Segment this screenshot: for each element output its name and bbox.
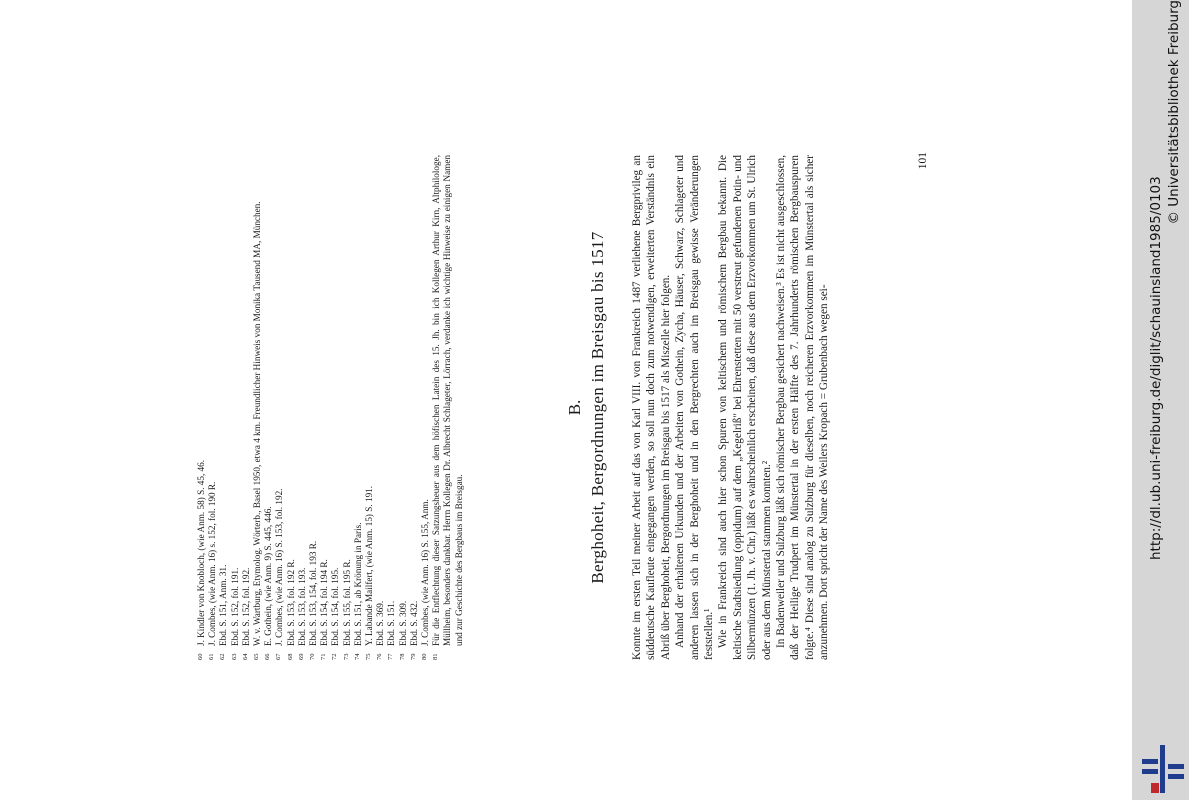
footnote-item bbox=[252, 155, 263, 660]
footnote-text: W. v. Wartburg, Etymolog. Wörterb., Basel 1950, etwa 4 km. Freundlicher Hinweis von Monika Tausend MA, München. bbox=[252, 201, 263, 646]
footnote-number: 77 bbox=[387, 653, 395, 660]
footnote-item bbox=[409, 155, 420, 660]
footnote-number: 76 bbox=[376, 653, 384, 660]
logo-bar-right-bottom bbox=[1168, 774, 1184, 779]
footnote-number: 75 bbox=[365, 653, 373, 660]
footnote-number: 71 bbox=[320, 653, 328, 660]
footnote-item bbox=[398, 155, 409, 660]
footnote-item bbox=[230, 155, 241, 660]
footnote-text: Ebd. S. 153, 154, fol. 193 R. bbox=[308, 540, 319, 646]
footnote-number: 65 bbox=[253, 653, 261, 660]
footnote-item bbox=[375, 155, 386, 660]
footnote-number: 66 bbox=[264, 653, 272, 660]
footnote-item bbox=[364, 155, 375, 660]
footnote-list bbox=[196, 155, 465, 660]
footnote-text: J. Kindler von Knobloch, (wie Anm. 58) S. 45, 46. bbox=[196, 459, 206, 646]
footnote-text: Ebd. S. 309. bbox=[397, 600, 408, 646]
footnote-item bbox=[218, 155, 229, 660]
paragraph-3: Wie in Frankreich sind auch hier schon Spuren von keltischem und römischem Bergbau bekannt. Die keltische Stadtsiedlung (oppidum) auf dem „Kegelriß" bei Ehrenstetten mit 50 verstreut gefundenen Potin- und Silbermünzen (1. Jh. v. Chr.) läßt es wahrscheinlich erscheinen, daß diese aus dem Erzvorkommen um St. Ulrich oder aus dem Münstertal stammen konnten.² bbox=[717, 155, 773, 660]
footnote-number: 74 bbox=[353, 653, 361, 660]
footnote-text: Ebd. S. 151, Anm. 31. bbox=[218, 564, 229, 646]
footnote-number: 80 bbox=[421, 653, 429, 660]
footnote-number: 68 bbox=[286, 653, 294, 660]
logo-bar-left-bottom bbox=[1142, 769, 1158, 774]
paragraph-4: In Badenweiler und Sulzburg läßt sich römischer Bergbau gesichert nachweisen.³ Es ist nicht ausgeschlossen, daß der Heilige Trudpert im Münstertal in der ersten Hälfte des 7. Jahrhunderts römischen Bergbauspuren folgte.⁴ Diese sind analog zu Sulzburg für dieselben, noch reicheren Erzvorkommen im Münstertal als sicher anzunehmen. Dort spricht der Name des Weilers Kropach = Grubenbach wegen sei- bbox=[775, 155, 831, 660]
logo-bar-left-top bbox=[1142, 759, 1158, 764]
footnote-text: Für die Entflechtung dieser Satzungsheuer aus dem höfischen Latein des 15. Jh. bin ich Kollegen Arthur Kirn, Altphilologe, Müllheim, besonders dankbar. Herrn Kollegen Dr. Albrecht Schlageter, Lörrach, verdanke ich wichtige Hinweise zu einigen Namen und zur Geschichte des Bergbaus im Breisgau. bbox=[431, 155, 464, 646]
footnote-number: 64 bbox=[241, 653, 249, 660]
footnote-item bbox=[286, 155, 297, 660]
footnote-item bbox=[196, 155, 207, 660]
footnote-item bbox=[342, 155, 353, 660]
footnote-item bbox=[207, 155, 218, 660]
footnote-item bbox=[431, 155, 465, 660]
footnote-text: J. Combes, (wie Anm. 16) s. 152, fol. 190 R. bbox=[207, 481, 218, 646]
paragraph-2: Anhand der erhaltenen Urkunden und der Arbeiten von Gothein, Zycha, Häuser, Schwarz, Schlageter und anderen lassen sich in der Berghoheit und in den Bergrechten auch im Breisgau gewisse Veränderungen feststellen.¹ bbox=[674, 155, 716, 660]
footnote-text: J. Combes, (wie Anm. 16) S. 153, fol. 192. bbox=[274, 488, 285, 646]
footnote-number: 62 bbox=[219, 653, 227, 660]
footnote-text: Ebd. S. 154, fol. 194 R. bbox=[319, 559, 330, 646]
footnote-number: 72 bbox=[331, 653, 339, 660]
footnote-number: 78 bbox=[398, 653, 406, 660]
footnote-text: Ebd. S. 151, ab Krönung in Paris. bbox=[352, 522, 363, 646]
footnote-text: Ebd. S. 151. bbox=[386, 600, 397, 646]
footnote-number: 60 bbox=[197, 653, 204, 660]
section-letter: B. bbox=[565, 399, 584, 416]
footnote-number: 67 bbox=[275, 653, 283, 660]
footnote-number: 69 bbox=[297, 653, 305, 660]
page-number: 101 bbox=[917, 152, 929, 170]
footnote-text: Ebd. S. 152, fol. 192. bbox=[240, 567, 251, 646]
footnote-item bbox=[274, 155, 285, 660]
footnote-text: Ebd. S. 153, fol. 193. bbox=[296, 567, 307, 646]
footnote-number: 61 bbox=[208, 653, 216, 660]
footnote-number: 73 bbox=[342, 653, 350, 660]
footnote-number: 81 bbox=[432, 653, 440, 660]
footnote-text: Ebd. S. 432. bbox=[408, 600, 419, 646]
source-url-link[interactable]: http://dl.ub.uni-freiburg.de/diglit/schauinsland1985/0103 bbox=[1148, 176, 1164, 560]
footnote-item bbox=[241, 155, 252, 660]
footnote-item bbox=[319, 155, 330, 660]
footnote-item bbox=[420, 155, 431, 660]
rotated-page-content bbox=[190, 140, 935, 660]
sidebar-caption bbox=[1147, 0, 1187, 560]
footnote-text: Ebd. S. 153, fol. 192 R. bbox=[285, 559, 296, 646]
footnote-item bbox=[297, 155, 308, 660]
footnote-text: J. Combes, (wie Anm. 16) S. 155, Anm. bbox=[420, 499, 431, 646]
footnote-number: 70 bbox=[309, 653, 317, 660]
footnote-number: 79 bbox=[409, 653, 417, 660]
section-title: Berghoheit, Bergordnungen im Breisgau bis 1517 bbox=[588, 231, 607, 584]
footnote-item bbox=[386, 155, 397, 660]
footnote-text: Ebd. S. 369. bbox=[375, 600, 386, 646]
footnote-text: Ebd. S. 155, fol. 195 R. bbox=[341, 559, 352, 646]
logo-bar-vertical bbox=[1160, 745, 1165, 793]
footnote-text: Ebd. S. 152, fol. 191. bbox=[229, 567, 240, 646]
body-text bbox=[630, 155, 832, 660]
logo-accent bbox=[1151, 783, 1159, 793]
ub-freiburg-logo-icon bbox=[1142, 745, 1184, 793]
footnote-item bbox=[330, 155, 341, 660]
footnote-text: Y. Labande Mailfert, (wie Anm. 15) S. 191. bbox=[364, 485, 375, 646]
logo-bar-right-top bbox=[1168, 764, 1184, 769]
footnote-item bbox=[308, 155, 319, 660]
footnote-text: Ebd. S. 154, fol. 195. bbox=[330, 567, 341, 646]
footnote-item bbox=[353, 155, 364, 660]
footnote-text: E. Gothein, (wie Anm. 9) S. 445, 446. bbox=[263, 506, 274, 646]
paragraph-1: Konnte im ersten Teil meiner Arbeit auf das von Karl VIII. von Frankreich 1487 verliehene Bergprivileg an süddeutsche Kaufleute eingegangen werden, so soll nun doch zum notwendigen, erweiterten Verständnis ein Abriß über Berghoheit, Bergordnungen im Breisgau bis 1517 als Miszelle hier folgen. bbox=[631, 155, 672, 660]
footnote-item bbox=[263, 155, 274, 660]
copyright-text: © Universitätsbibliothek Freiburg bbox=[1166, 0, 1182, 225]
footnote-number: 63 bbox=[230, 653, 238, 660]
